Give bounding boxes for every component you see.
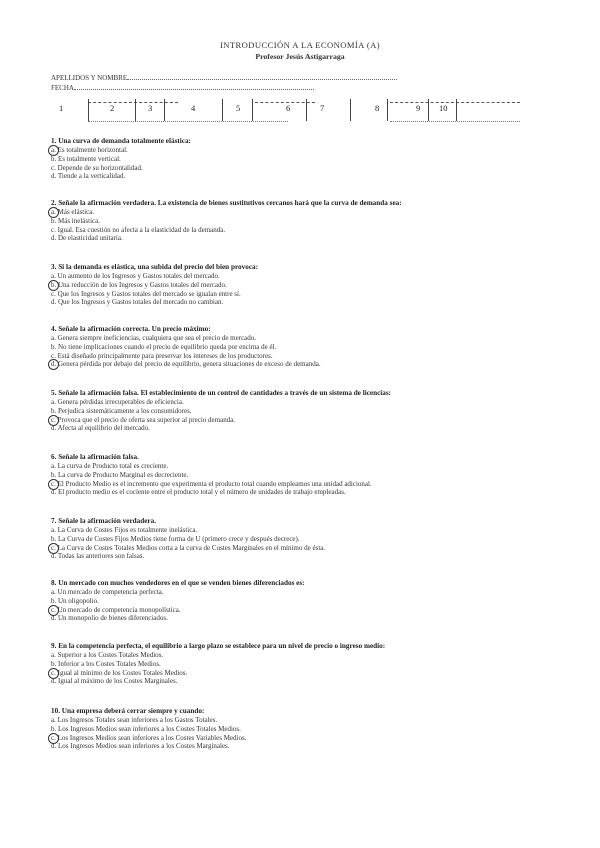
option-text: c. La Curva de Costes Totales Medios corta a la curva de Costes Marginales en el mínimo de ésta. — [51, 543, 326, 552]
option-text: b. No tiene implicaciones cuando el precio de equilibrio queda por encima de él. — [51, 342, 277, 351]
question-heading: 3. Si la demanda es elástica, una subida del precio del bien provoca: — [51, 263, 258, 271]
option-text: a. Más elástica. — [51, 208, 95, 216]
option-b[interactable] — [51, 597, 551, 606]
option-d[interactable] — [51, 172, 551, 181]
grade-number: 9 — [416, 103, 421, 113]
option-c[interactable] — [51, 290, 551, 299]
question-heading: 7. Señale la afirmación verdadera. — [51, 517, 157, 525]
option-text: c. Un mercado de competencia monopolística. — [51, 605, 181, 614]
date-label: FECHA — [51, 84, 74, 92]
option-text: b. Inferior a los Costes Totales Medios. — [51, 659, 161, 668]
question-6 — [51, 452, 551, 497]
option-a[interactable] — [51, 208, 551, 217]
grade-number: 2 — [110, 103, 115, 113]
grade-number: 3 — [148, 103, 153, 113]
grade-first-number: 1 — [59, 103, 64, 113]
grade-dash — [390, 102, 520, 103]
grade-divider — [88, 99, 89, 121]
option-text: b. Un oligopolio. — [51, 596, 99, 605]
option-text: c. Los Ingresos Medios sean inferiores a los Costes Variables Medios. — [51, 733, 247, 742]
question-heading: 8. Un mercado con muchos vendedores en el que se venden bienes diferenciados es: — [51, 579, 305, 587]
option-d[interactable] — [51, 677, 551, 686]
question-heading: 9. En la competencia perfecta, el equilibrio a largo plazo se establece para un nivel de precio o ingreso medio: — [51, 642, 386, 650]
option-a[interactable] — [51, 526, 551, 535]
option-text: b. Una reducción de los Ingresos y Gastos totales del mercado. — [51, 280, 227, 289]
grade-row — [50, 97, 530, 127]
question-3 — [51, 262, 551, 307]
option-c[interactable] — [51, 606, 551, 615]
option-a[interactable] — [51, 146, 551, 155]
option-c[interactable] — [51, 352, 551, 361]
question-1 — [51, 136, 551, 181]
option-c[interactable] — [51, 669, 551, 678]
option-text: d. Igual al máximo de los Costes Marginales. — [51, 677, 178, 686]
option-text: d. Los Ingresos Medios sean inferiores a los Costes Marginales. — [51, 742, 230, 751]
option-a[interactable] — [51, 272, 551, 281]
option-b[interactable] — [51, 281, 551, 290]
option-b[interactable] — [51, 471, 551, 480]
option-d[interactable] — [51, 488, 551, 497]
grade-number: 8 — [375, 103, 380, 113]
option-a[interactable] — [51, 398, 551, 407]
option-c[interactable] — [51, 480, 551, 489]
option-text: d. Tiende a la verticalidad. — [51, 172, 126, 181]
option-text: a. La Curva de Costes Fijos es totalmente inelástica. — [51, 526, 198, 534]
option-text: d. De elasticidad unitaria. — [51, 234, 123, 243]
name-line — [127, 72, 397, 80]
option-text: a. Un aumento de los Ingresos y Gastos totales del mercado. — [51, 272, 220, 280]
question-heading: 1. Una curva de demanda totalmente elástica: — [51, 137, 191, 145]
option-b[interactable] — [51, 217, 551, 226]
exam-title: INTRODUCCIÓN A LA ECONOMÍA (A) — [219, 40, 380, 50]
question-heading: 10. Una empresa deberá cerrar siempre y cuando: — [51, 707, 205, 715]
question-heading: 2. Señale la afirmación verdadera. La existencia de bienes sustitutivos cercanos hará que la curva de demanda sea: — [51, 199, 402, 207]
option-text: b. La Curva de Costes Fijos Medios tiene forma de U (primero crece y después decrece). — [51, 534, 300, 543]
option-b[interactable] — [51, 660, 551, 669]
option-text: b. Los Ingresos Medios sean inferiores a los Costes Totales Medios. — [51, 724, 241, 733]
option-b[interactable] — [51, 155, 551, 164]
option-text: a. Genera pérdidas irrecuperables de eficiencia. — [51, 398, 184, 406]
option-text: d. El producto medio es el cociente entre el producto total y el número de unidades de trabajo empleadas. — [51, 488, 346, 497]
question-10 — [51, 706, 551, 751]
question-7 — [51, 516, 551, 561]
option-c[interactable] — [51, 416, 551, 425]
option-d[interactable] — [51, 424, 551, 433]
option-text: c. Igual. Esa cuestión no afecta a la elasticidad de la demanda. — [51, 225, 226, 234]
grade-divider — [456, 99, 457, 121]
option-b[interactable] — [51, 535, 551, 544]
option-text: b. Es totalmente vertical. — [51, 154, 121, 163]
option-text: d. Genera pérdida por debajo del precio de equilibrio, genera situaciones de exceso de demanda. — [51, 360, 321, 369]
grade-number: 5 — [236, 103, 241, 113]
option-text: a. Genera siempre ineficiencias, cualquiera que sea el precio de mercado. — [51, 334, 257, 342]
option-c[interactable] — [51, 544, 551, 553]
option-d[interactable] — [51, 234, 551, 243]
option-text: a. Los Ingresos Totales sean inferiores a los Gastos Totales. — [51, 716, 218, 724]
name-label: APELLIDOS Y NOMBRE — [51, 74, 128, 82]
option-text: b. Perjudica sistemáticamente a los consumidores. — [51, 406, 192, 415]
grade-divider — [428, 99, 429, 121]
option-d[interactable] — [51, 552, 551, 561]
option-text: a. La curva de Producto total es creciente. — [51, 462, 169, 470]
option-a[interactable] — [51, 462, 551, 471]
question-heading: 4. Señale la afirmación correcta. Un precio máximo: — [51, 325, 211, 333]
question-9 — [51, 641, 551, 686]
option-text: a. Es totalmente horizontal. — [51, 146, 128, 154]
grade-divider — [306, 99, 307, 121]
option-text: d. Un monopolio de bienes diferenciados. — [51, 614, 168, 623]
option-c[interactable] — [51, 226, 551, 235]
option-d[interactable] — [51, 614, 551, 623]
grade-number: 10 — [439, 103, 448, 113]
option-text: c. Depende de su horizontalidad. — [51, 163, 143, 172]
grade-divider — [135, 99, 136, 121]
option-text: c. El Producto Medio es el incremento que experimenta el producto total cuando empleamos una unidad adicional. — [51, 479, 372, 488]
option-d[interactable] — [51, 742, 551, 751]
question-5 — [51, 388, 551, 433]
option-a[interactable] — [51, 651, 551, 660]
grade-divider — [222, 99, 223, 121]
grade-dotline — [88, 121, 288, 122]
option-a[interactable] — [51, 588, 551, 597]
option-b[interactable] — [51, 343, 551, 352]
option-text: b. La curva de Producto Marginal es decreciente. — [51, 470, 189, 479]
option-text: c. Que los Ingresos y Gastos totales del mercado se igualan entre sí. — [51, 289, 241, 298]
option-b[interactable] — [51, 407, 551, 416]
option-d[interactable] — [51, 360, 551, 369]
option-d[interactable] — [51, 298, 551, 307]
grade-divider — [350, 99, 351, 121]
grade-dotline — [390, 121, 520, 122]
option-text: c. Igual al mínimo de los Costes Totales Medios. — [51, 668, 188, 677]
option-text: b. Más inelástica. — [51, 216, 100, 225]
option-c[interactable] — [51, 734, 551, 743]
option-text: a. Un mercado de competencia perfecta. — [51, 588, 164, 596]
question-heading: 5. Señale la afirmación falsa. El establecimiento de un control de cantidades a través de un sistema de licencias: — [51, 389, 392, 397]
grade-divider — [252, 99, 253, 121]
option-text: c. Provoca que el precio de oferta sea superior al precio demanda. — [51, 415, 236, 424]
question-4 — [51, 324, 551, 369]
professor-name: Profesor Jesús Astigarraga — [255, 52, 345, 61]
option-a[interactable] — [51, 716, 551, 725]
answer-circle — [48, 359, 59, 370]
grade-number: 4 — [191, 103, 196, 113]
option-text: d. Todas las anteriores son falsas. — [51, 552, 145, 561]
date-field — [51, 82, 314, 92]
grade-number: 6 — [286, 103, 291, 113]
option-b[interactable] — [51, 725, 551, 734]
name-field — [51, 72, 397, 82]
date-line — [74, 82, 314, 90]
option-c[interactable] — [51, 164, 551, 173]
grade-divider — [164, 99, 165, 121]
grade-divider — [387, 99, 388, 121]
question-8 — [51, 578, 551, 623]
option-text: d. Que los Ingresos y Gastos totales del mercado no cambian. — [51, 298, 224, 307]
question-heading: 6. Señale la afirmación falsa. — [51, 453, 139, 461]
option-a[interactable] — [51, 334, 551, 343]
option-text: d. Afecta al equilibrio del mercado. — [51, 424, 150, 433]
question-2 — [51, 198, 551, 243]
grade-number: 7 — [320, 103, 325, 113]
option-text: a. Superior a los Costes Totales Medios. — [51, 651, 164, 659]
option-text: c. Está diseñado principalmente para preservar los intereses de los productores. — [51, 351, 273, 360]
